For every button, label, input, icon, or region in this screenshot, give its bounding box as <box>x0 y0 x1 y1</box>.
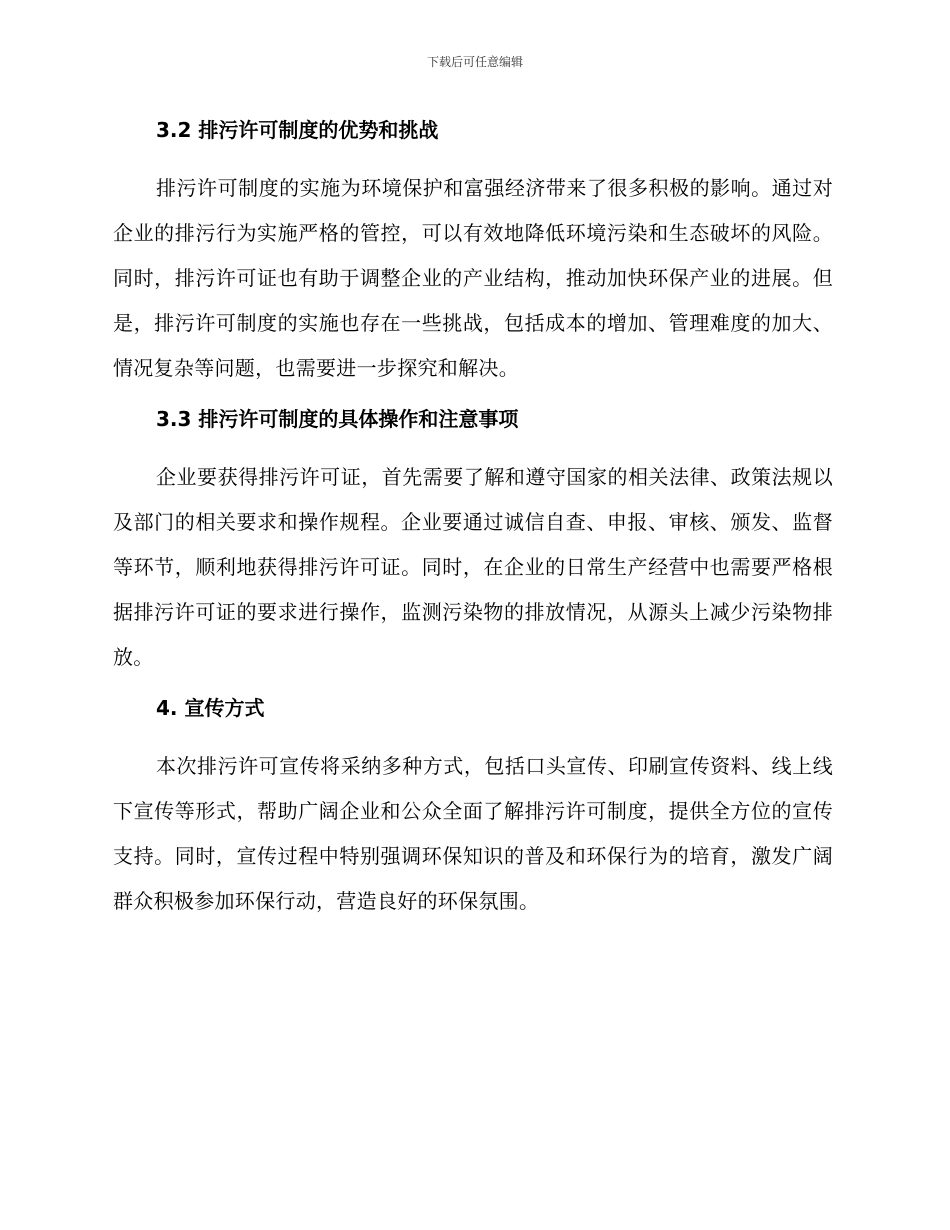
page-header-note: 下载后可任意编辑 <box>426 55 523 69</box>
spacer <box>113 728 833 744</box>
section-paragraph-3-3: 企业要获得排污许可证，首先需要了解和遵守国家的相关法律、政策法规以及部门的相关要求和操作规程。企业要通过诚信自查、申报、审核、颁发、监督等环节，顺利地获得排污许可证。同时，在企业的日常生产经营中也需要严格根据排污许可证的要求进行操作，监测污染物的排放情况，从源头上减少污染物排放。 <box>113 465 833 669</box>
section-paragraph-4: 本次排污许可宣传将采纳多种方式，包括口头宣传、印刷宣传资料、线上线下宣传等形式，帮助广阔企业和公众全面了解排污许可制度，提供全方位的宣传支持。同时，宣传过程中特别强调环保知识的普及和环保行为的培育，激发广阔群众积极参加环保行动，营造良好的环保氛围。 <box>113 754 833 913</box>
section-heading-4: 4. 宣传方式 <box>156 696 265 720</box>
section-paragraph-3-2: 排污许可制度的实施为环境保护和富强经济带来了很多积极的影响。通过对企业的排污行为实施严格的管控，可以有效地降低环境污染和生态破坏的风险。同时，排污许可证也有助于调整企业的产业结构，推动加快环保产业的进展。但是，排污许可制度的实施也存在一些挑战，包括成本的增加、管理难度的加大、情况复杂等问题，也需要进一步探究和解决。 <box>113 176 833 380</box>
spacer <box>113 150 833 166</box>
spacer <box>113 439 833 455</box>
document-body <box>113 110 833 932</box>
section-heading-3-3: 3.3 排污许可制度的具体操作和注意事项 <box>156 407 519 431</box>
section-heading-3-2: 3.2 排污许可制度的优势和挑战 <box>156 118 439 142</box>
